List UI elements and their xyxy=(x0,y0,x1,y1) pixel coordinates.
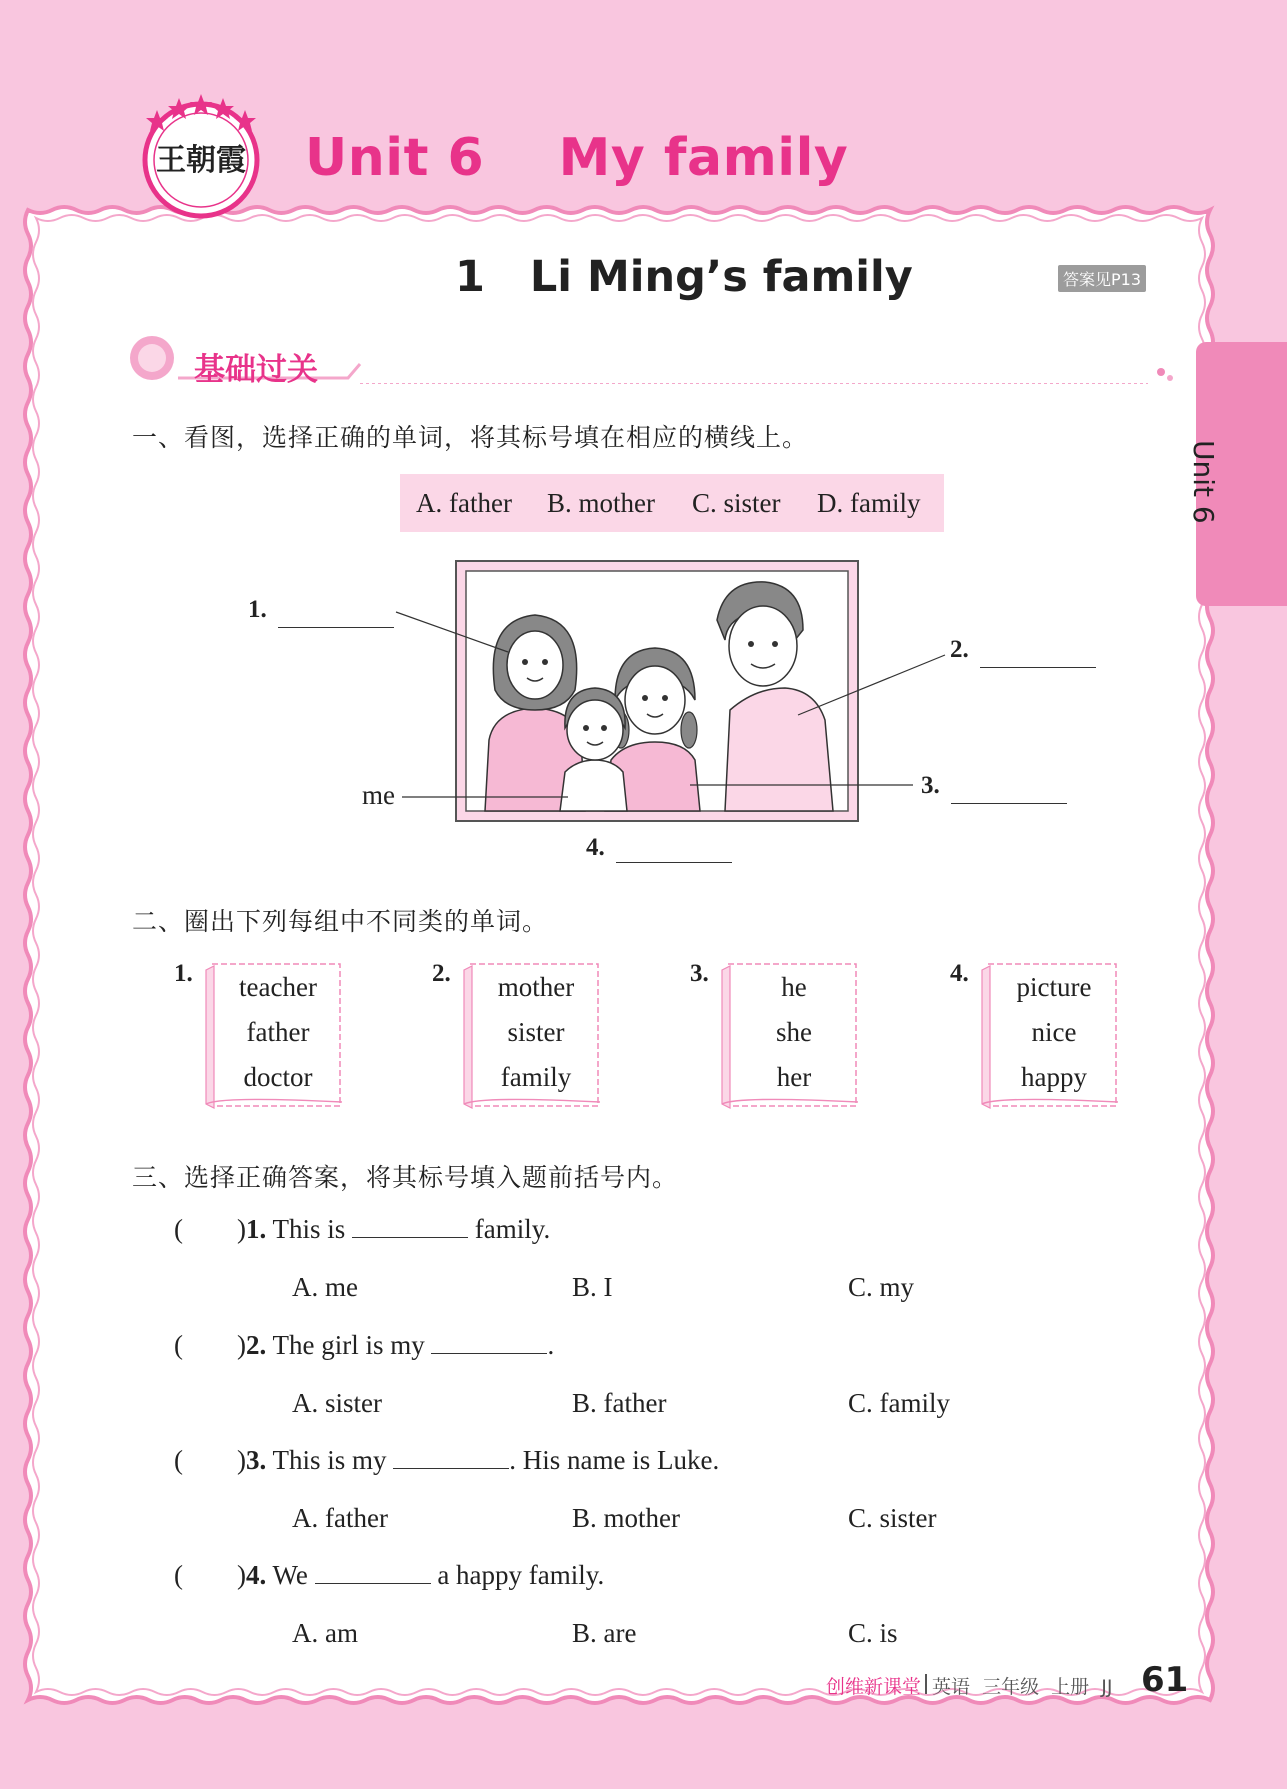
group-word[interactable]: he xyxy=(781,972,807,1002)
group-word[interactable]: mother xyxy=(497,972,575,1002)
question-text: This is xyxy=(266,1214,353,1244)
word-bank-option: D. family xyxy=(817,488,921,518)
group-word[interactable]: nice xyxy=(1031,1017,1077,1047)
picture-label-2: 2. xyxy=(950,636,969,663)
question-row xyxy=(174,1330,554,1361)
question-blank xyxy=(352,1236,468,1238)
word-bank xyxy=(400,474,944,532)
question-text: a happy family. xyxy=(430,1560,605,1590)
footer-divider xyxy=(925,1674,927,1694)
answer-blank-3[interactable] xyxy=(951,803,1067,804)
word-bank-option: C. sister xyxy=(692,488,781,518)
group-word[interactable]: father xyxy=(246,1017,310,1047)
group-word[interactable]: she xyxy=(776,1017,812,1047)
question-number: 4. xyxy=(245,1560,267,1590)
option[interactable]: C. sister xyxy=(848,1503,937,1533)
part3-heading: 三、选择正确答案，将其标号填入题前括号内。 xyxy=(132,1163,679,1192)
option[interactable]: B. mother xyxy=(572,1503,680,1533)
group-word[interactable]: her xyxy=(776,1062,812,1092)
option[interactable]: B. I xyxy=(572,1272,613,1302)
part2-heading: 二、圈出下列每组中不同类的单词。 xyxy=(132,907,549,936)
group-number: 4. xyxy=(950,960,969,987)
brand-logo xyxy=(137,88,265,220)
question-text: . His name is Luke. xyxy=(509,1445,720,1475)
group-number: 1. xyxy=(174,960,193,987)
group-word[interactable]: family xyxy=(500,1062,572,1092)
side-unit-tab-label: Unit 6 xyxy=(1187,440,1220,524)
group-word[interactable]: picture xyxy=(1016,972,1092,1002)
option[interactable]: A. sister xyxy=(292,1388,382,1418)
question-number: 1. xyxy=(245,1214,267,1244)
word-bank-option: B. mother xyxy=(547,488,655,518)
question-row xyxy=(174,1214,550,1245)
picture-label-4: 4. xyxy=(586,834,605,861)
group-number: 2. xyxy=(432,960,451,987)
question-blank xyxy=(315,1582,431,1584)
question-text: family. xyxy=(468,1214,551,1244)
question-blank xyxy=(431,1352,547,1354)
option[interactable]: C. my xyxy=(848,1272,915,1302)
answer-blank-1[interactable] xyxy=(278,627,394,628)
question-number: 3. xyxy=(245,1445,267,1475)
question-text: We xyxy=(266,1560,315,1590)
footer-brand: 创维新课堂 xyxy=(826,1676,922,1698)
question-row xyxy=(174,1560,604,1591)
option[interactable]: B. are xyxy=(572,1618,637,1648)
answer-bracket[interactable]: ( ) xyxy=(174,1330,246,1360)
option[interactable]: C. is xyxy=(848,1618,898,1648)
answer-blank-4[interactable] xyxy=(616,862,732,863)
answer-bracket[interactable]: ( ) xyxy=(174,1214,246,1244)
part1-heading: 一、看图，选择正确的单词，将其标号填在相应的横线上。 xyxy=(132,423,809,452)
me-label: me xyxy=(362,780,395,810)
group-word[interactable]: teacher xyxy=(239,972,317,1002)
group-word[interactable]: happy xyxy=(1021,1062,1087,1092)
question-blank xyxy=(393,1467,509,1469)
question-text: This is my xyxy=(266,1445,394,1475)
group-word[interactable]: doctor xyxy=(243,1062,313,1092)
answer-reference-badge: 答案见P13 xyxy=(1058,265,1146,292)
lesson-title: 1 Li Ming’s family xyxy=(455,252,913,302)
footer-info: 英语 三年级 上册 JJ xyxy=(932,1676,1113,1698)
logo-text: 王朝霞 xyxy=(156,143,246,178)
picture-label-1: 1. xyxy=(248,596,267,623)
section-label: 基础过关 xyxy=(194,352,318,388)
group-number: 3. xyxy=(690,960,709,987)
question-text: The girl is my xyxy=(266,1330,432,1360)
unit-title: Unit 6 My family xyxy=(305,128,849,188)
question-number: 2. xyxy=(245,1330,267,1360)
word-groups xyxy=(174,960,1174,1130)
word-bank-option: A. father xyxy=(416,488,512,518)
option[interactable]: A. me xyxy=(292,1272,358,1302)
picture-pointer-lines xyxy=(0,600,1100,840)
question-row xyxy=(174,1445,719,1476)
option[interactable]: B. father xyxy=(572,1388,667,1418)
question-text: . xyxy=(547,1330,555,1360)
page-number: 61 xyxy=(1141,1660,1189,1700)
answer-bracket[interactable]: ( ) xyxy=(174,1445,246,1475)
option[interactable]: C. family xyxy=(848,1388,950,1418)
group-word[interactable]: sister xyxy=(507,1017,565,1047)
option[interactable]: A. am xyxy=(292,1618,358,1648)
answer-blank-2[interactable] xyxy=(980,667,1096,668)
option[interactable]: A. father xyxy=(292,1503,388,1533)
answer-bracket[interactable]: ( ) xyxy=(174,1560,246,1590)
picture-label-3: 3. xyxy=(921,772,940,799)
